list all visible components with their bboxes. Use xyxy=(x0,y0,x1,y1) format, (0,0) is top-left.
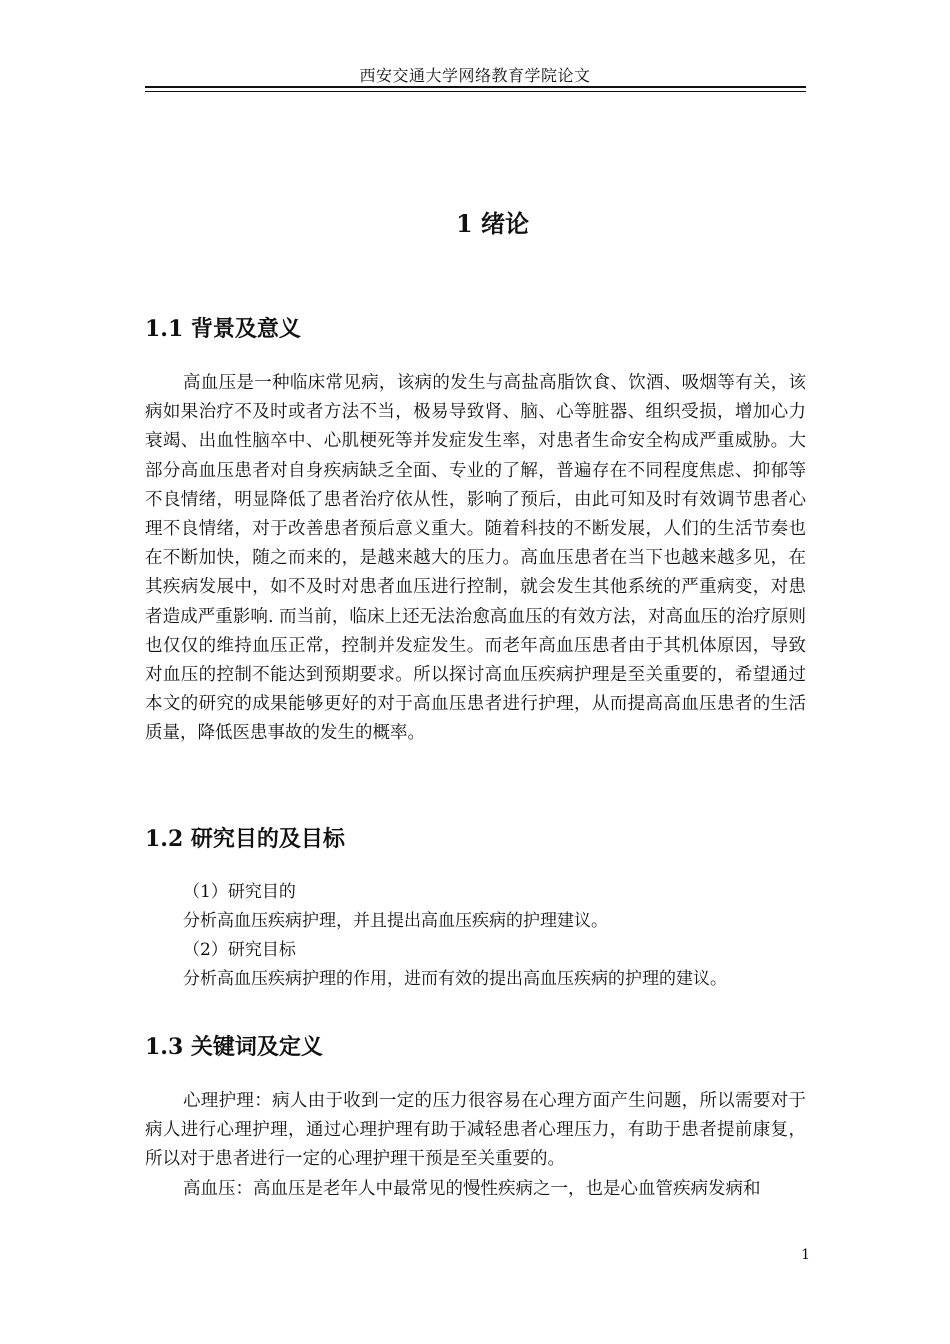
chapter-title: 1 绪论 xyxy=(455,209,530,238)
list-item-research-goal-label: （2）研究目标 xyxy=(183,940,296,960)
header-rule-thick xyxy=(145,86,806,88)
page-number: 1 xyxy=(801,1247,810,1263)
list-item-research-purpose-label: （1）研究目的 xyxy=(183,882,296,902)
paragraph-background: 高血压是一种临床常见病，该病的发生与高盐高脂饮食、饮酒、吸烟等有关，该病如果治疗不及时或者方法不当，极易导致肾、脑、心等脏器、组织受损，增加心力衰竭、出血性脑卒中、心肌梗死等并发症发生率，对患者生命安全构成严重威胁。大部分高血压患者对自身疾病缺乏全面、专业的了解，普遍存在不同程度焦虑、抑郁等不良情绪，明显降低了患者治疗依从性，影响了预后，由此可知及时有效调节患者心理不良情绪，对于改善患者预后意义重大。随着科技的不断发展，人们的生活节奏也在不断加快，随之而来的，是越来越大的压力。高血压患者在当下也越来越多见，在其疾病发展中，如不及时对患者血压进行控制，就会发生其他系统的严重病变，对患者造成严重影响. 而当前，临床上还无法治愈高血压的有效方法，对高血压的治疗原则也仅仅的维持血压正常，控制并发症发生。而老年高血压患者由于其机体原因，导致对血压的控制不能达到预期要求。所以探讨高血压疾病护理是至关重要的，希望通过本文的研究的成果能够更好的对于高血压患者进行护理，从而提高高血压患者的生活质量，降低医患事故的发生的概率。 xyxy=(145,373,806,744)
section-heading-1-1: 1.1 背景及意义 xyxy=(145,316,301,342)
paragraph-psychological-care: 心理护理：病人由于收到一定的压力很容易在心理方面产生问题，所以需要对于病人进行心理护理，通过心理护理有助于减轻患者心理压力，有助于患者提前康复，所以对于患者进行一定的心理护理干预是至关重要的。 xyxy=(145,1091,806,1170)
paragraph-hypertension-definition: 高血压：高血压是老年人中最常见的慢性疾病之一，也是心血管疾病发病和 xyxy=(183,1179,761,1199)
section-heading-1-2: 1.2 研究目的及目标 xyxy=(145,826,345,852)
header-rule-thin xyxy=(145,91,806,92)
running-header: 西安交通大学网络教育学院论文 xyxy=(359,66,591,85)
list-item-research-goal-text: 分析高血压疾病护理的作用，进而有效的提出高血压疾病的护理的建议。 xyxy=(183,969,727,989)
section-heading-1-3: 1.3 关键词及定义 xyxy=(145,1034,323,1060)
list-item-research-purpose-text: 分析高血压疾病护理，并且提出高血压疾病的护理建议。 xyxy=(183,911,608,931)
